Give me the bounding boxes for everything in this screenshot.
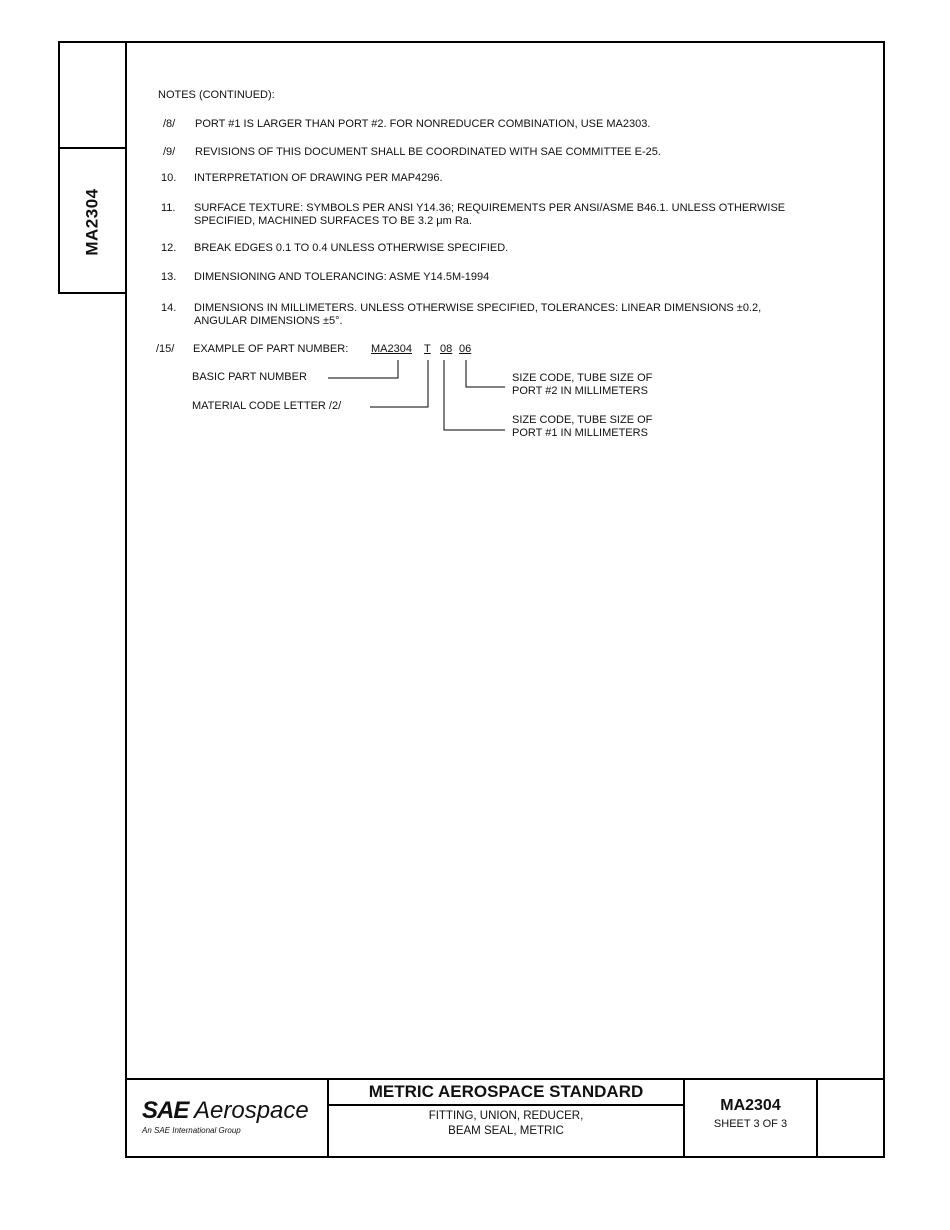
note-number: /9/: [163, 146, 176, 158]
label-port2-line1: SIZE CODE, TUBE SIZE OF: [512, 372, 653, 384]
note-number: 10.: [161, 172, 177, 184]
part-number-material: T: [424, 343, 431, 355]
part-number-port2: 06: [459, 343, 472, 355]
label-basic-part-number: BASIC PART NUMBER: [192, 371, 307, 383]
standard-title: METRIC AEROSPACE STANDARD: [368, 1082, 644, 1101]
leader-port2: [466, 360, 505, 387]
title-block-top-line: [125, 1078, 885, 1080]
title-block-doc-number: MA2304: [720, 1097, 781, 1114]
logo-subtitle: An SAE International Group: [142, 1126, 241, 1135]
note-number: 12.: [161, 242, 177, 254]
note-number: /8/: [163, 118, 176, 130]
notes-heading: NOTES (CONTINUED):: [158, 89, 275, 101]
note-13-text: DIMENSIONING AND TOLERANCING: ASME Y14.5M-1994: [194, 271, 490, 283]
leader-material: [370, 360, 428, 407]
note-12-text: BREAK EDGES 0.1 TO 0.4 UNLESS OTHERWISE SPECIFIED.: [194, 242, 509, 254]
leader-port1: [444, 360, 505, 430]
label-port1-line1: SIZE CODE, TUBE SIZE OF: [512, 414, 653, 426]
note-11-text-line2: SPECIFIED, MACHINED SURFACES TO BE 3.2 μm Ra.: [194, 215, 472, 227]
note-number: 14.: [161, 302, 177, 314]
sheet-number: SHEET 3 OF 3: [713, 1118, 788, 1130]
note-9-text: REVISIONS OF THIS DOCUMENT SHALL BE COORDINATED WITH SAE COMMITTEE E-25.: [195, 146, 661, 158]
note-number: 13.: [161, 271, 177, 283]
note-11-text-line1: SURFACE TEXTURE: SYMBOLS PER ANSI Y14.36; REQUIREMENTS PER ANSI/ASME B46.1. UNLESS OTHERWISE: [194, 202, 786, 214]
logo-word: Aerospace: [194, 1097, 309, 1124]
desc-line-2: BEAM SEAL, METRIC: [448, 1125, 564, 1137]
note-15-text: EXAMPLE OF PART NUMBER:: [193, 343, 349, 355]
title-block-divider: [816, 1078, 818, 1158]
label-material-code: MATERIAL CODE LETTER /2/: [192, 400, 342, 412]
label-port2-line2: PORT #2 IN MILLIMETERS: [512, 385, 648, 397]
label-port1-line2: PORT #1 IN MILLIMETERS: [512, 427, 648, 439]
note-8-text: PORT #1 IS LARGER THAN PORT #2. FOR NONREDUCER COMBINATION, USE MA2303.: [195, 118, 651, 130]
part-number-port1: 08: [440, 343, 453, 355]
logo-brand: SAE: [142, 1097, 189, 1124]
desc-line-1: FITTING, UNION, REDUCER,: [428, 1110, 584, 1122]
side-tab-doc-number: MA2304: [83, 187, 103, 256]
part-number-basic: MA2304: [371, 343, 412, 355]
note-14-text-line2: ANGULAR DIMENSIONS ±5°.: [194, 315, 343, 327]
note-10-text: INTERPRETATION OF DRAWING PER MAP4296.: [194, 172, 443, 184]
note-number: /15/: [156, 343, 175, 355]
sae-aerospace-logo: [142, 1097, 327, 1141]
note-14-text-line1: DIMENSIONS IN MILLIMETERS. UNLESS OTHERWISE SPECIFIED, TOLERANCES: LINEAR DIMENSIONS ±0.2,: [194, 302, 762, 314]
note-number: 11.: [161, 202, 176, 214]
title-block-inner-line: [327, 1104, 684, 1106]
leader-basic: [328, 360, 398, 378]
